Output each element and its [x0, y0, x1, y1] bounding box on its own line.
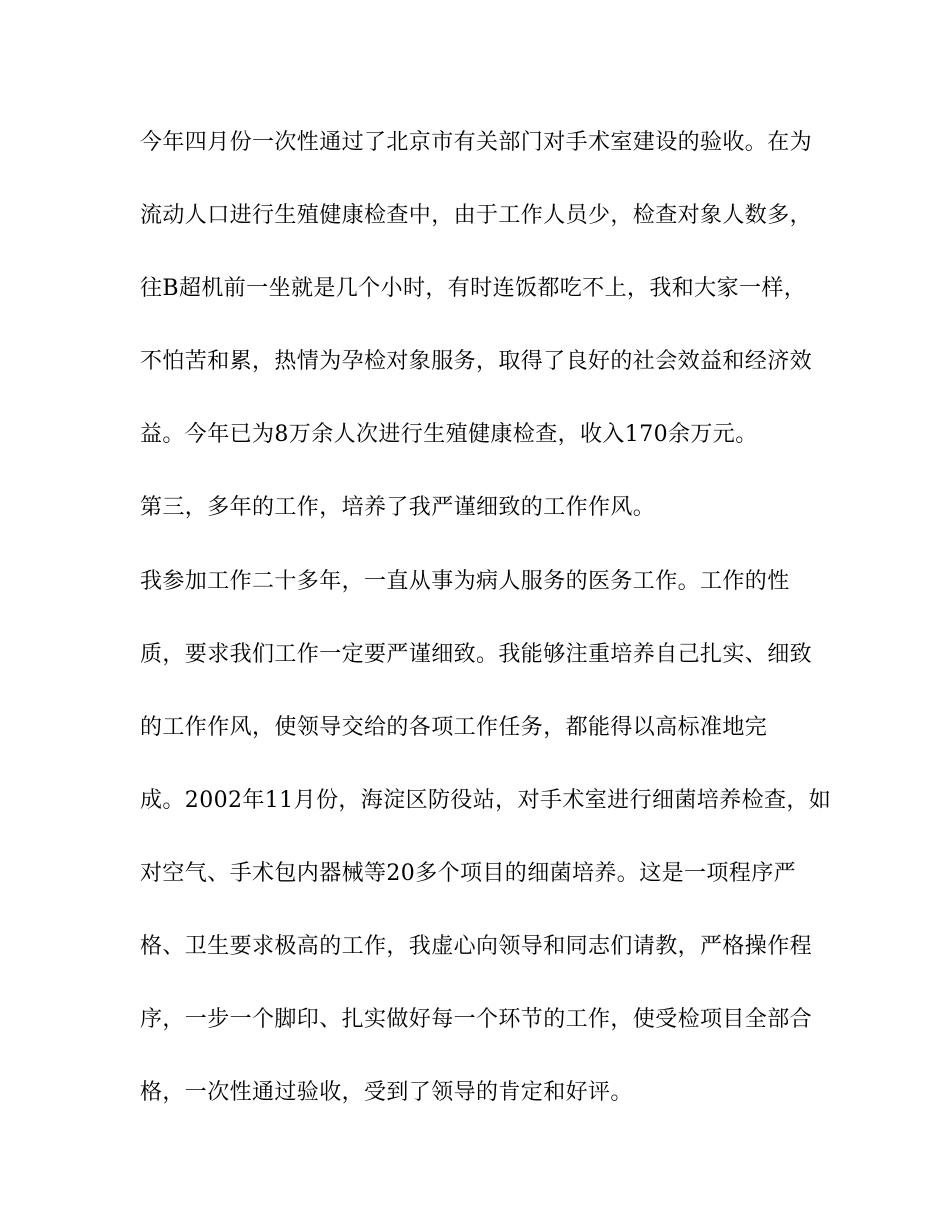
- body-text-line: 序，一步一个脚印、扎实做好每一个环节的工作，使受检项目全部合: [140, 1007, 813, 1032]
- body-text-line: 不怕苦和累，热情为孕检对象服务，取得了良好的社会效益和经济效: [140, 349, 813, 374]
- body-text-line: 益。今年已为8万余人次进行生殖健康检查，收入170余万元。: [140, 422, 758, 447]
- body-text-line: 格，一次性通过验收，受到了领导的肯定和好评。: [140, 1080, 633, 1105]
- body-text-line: 的工作作风，使领导交给的各项工作任务，都能得以高标准地完: [140, 715, 768, 740]
- body-text-line: 流动人口进行生殖健康检查中，由于工作人员少，检查对象人数多，: [140, 203, 813, 228]
- body-text-line: 格、卫生要求极高的工作，我虚心向领导和同志们请教，严格操作程: [140, 934, 813, 959]
- body-text-line: 往B超机前一坐就是几个小时，有时连饭都吃不上，我和大家一样，: [140, 276, 807, 301]
- section-heading-line: 第三，多年的工作，培养了我严谨细致的工作作风。: [140, 495, 656, 520]
- body-text-line: 对空气、手术包内器械等20多个项目的细菌培养。这是一项程序严: [140, 861, 796, 886]
- body-text-line: 我参加工作二十多年，一直从事为病人服务的医务工作。工作的性: [140, 569, 790, 594]
- body-text-line: 成。2002年11月份，海淀区防役站，对手术室进行细菌培养检查，如: [140, 788, 832, 813]
- body-text-line: 今年四月份一次性通过了北京市有关部门对手术室建设的验收。在为: [140, 130, 813, 155]
- body-text-line: 质，要求我们工作一定要严谨细致。我能够注重培养自己扎实、细致: [140, 642, 813, 667]
